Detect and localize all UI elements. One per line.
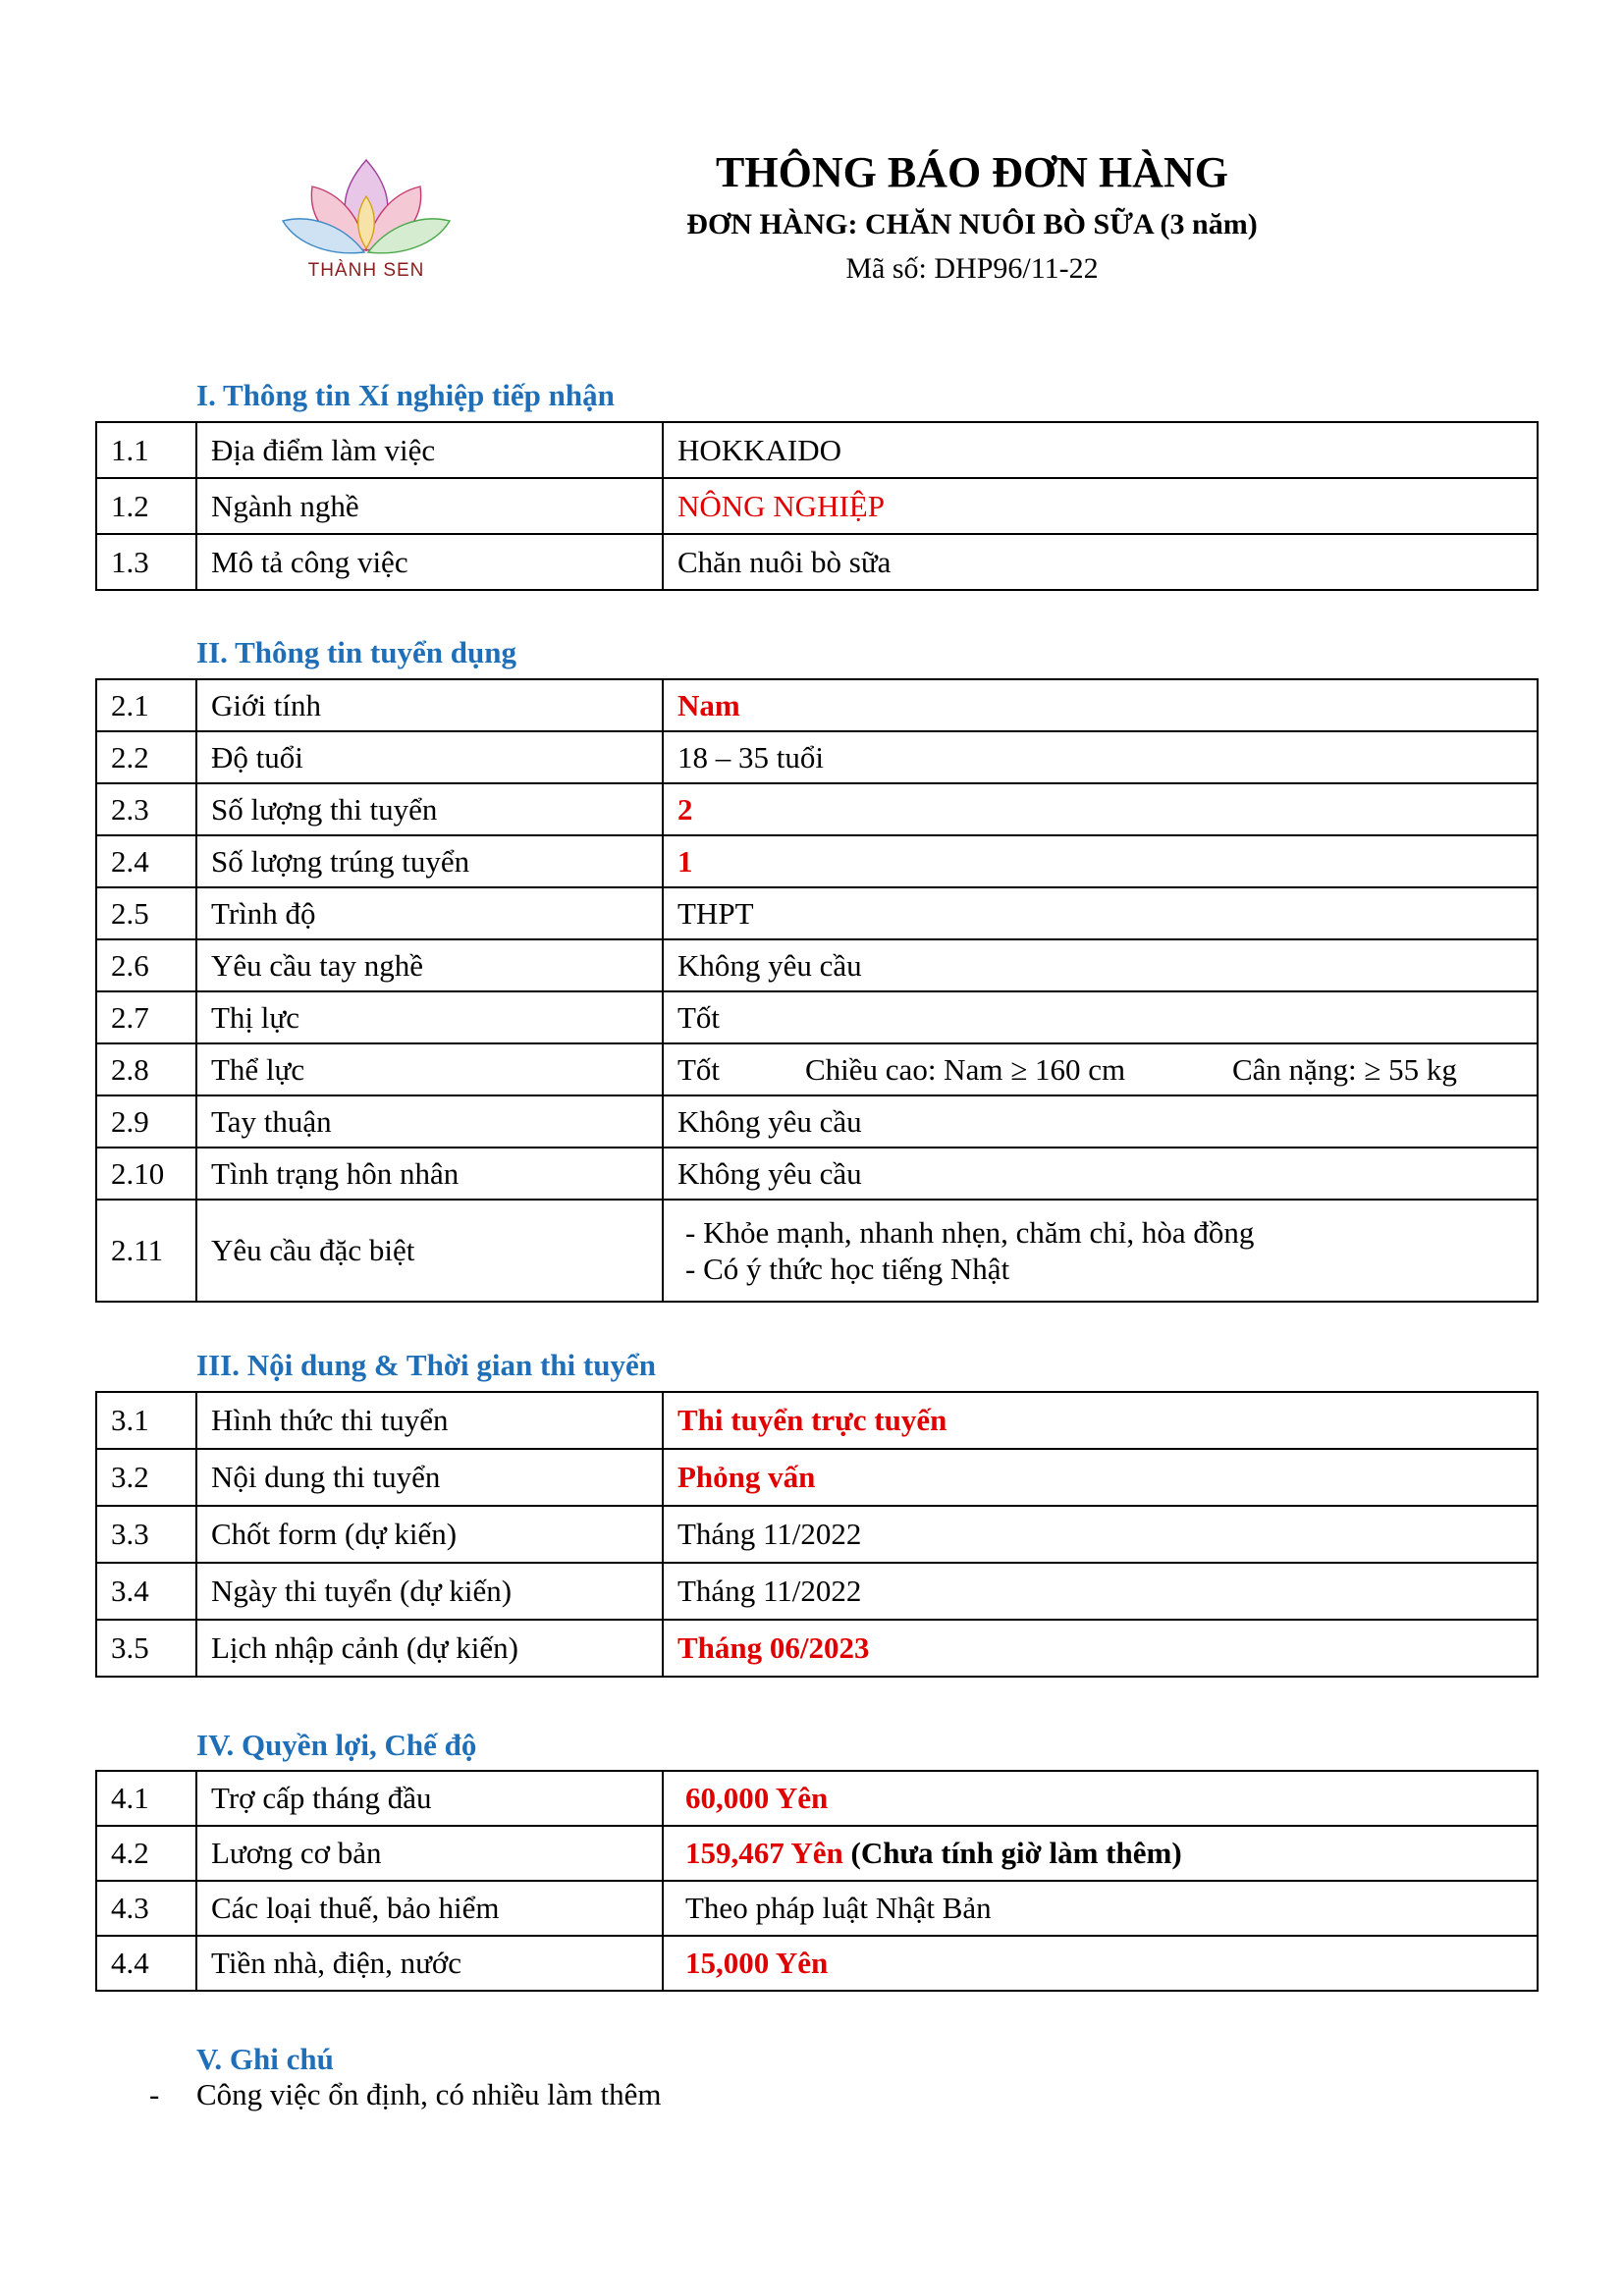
row-number: 3.1 <box>96 1392 196 1449</box>
section-heading-2: II. Thông tin tuyển dụng <box>196 635 516 669</box>
row-value: NÔNG NGHIỆP <box>663 478 1538 534</box>
table-row <box>96 731 1538 783</box>
table-row <box>96 887 1538 939</box>
order-subtitle: ĐƠN HÀNG: CHĂN NUÔI BÒ SỮA (3 năm) <box>686 208 1258 240</box>
lotus-logo-icon <box>278 152 455 260</box>
row-label: Tay thuận <box>196 1095 663 1148</box>
table-row <box>96 783 1538 835</box>
basic-salary: 159,467 Yên <box>685 1836 843 1871</box>
row-value <box>663 1043 1538 1095</box>
table-row <box>96 534 1538 590</box>
row-value: Không yêu cầu <box>663 1148 1538 1200</box>
table-row <box>96 939 1538 991</box>
row-label: Hình thức thi tuyển <box>196 1392 663 1449</box>
table-row <box>96 1881 1538 1936</box>
row-value <box>663 1200 1538 1302</box>
recruitment-info-table <box>95 678 1539 1303</box>
row-number: 3.2 <box>96 1449 196 1506</box>
exam-info-table <box>95 1391 1539 1678</box>
row-value: THPT <box>663 887 1538 939</box>
table-row <box>96 835 1538 887</box>
row-number: 4.3 <box>96 1881 196 1936</box>
row-value: Tháng 11/2022 <box>663 1506 1538 1563</box>
special-requirement-1: - Khỏe mạnh, nhanh nhẹn, chăm chỉ, hòa đồng <box>685 1214 1255 1250</box>
row-number: 2.9 <box>96 1095 196 1148</box>
row-number: 2.1 <box>96 679 196 731</box>
row-number: 2.6 <box>96 939 196 991</box>
row-label: Ngày thi tuyển (dự kiến) <box>196 1563 663 1620</box>
row-label: Trợ cấp tháng đầu <box>196 1771 663 1826</box>
row-label: Tình trạng hôn nhân <box>196 1148 663 1200</box>
row-label: Nội dung thi tuyển <box>196 1449 663 1506</box>
row-value: Phỏng vấn <box>663 1449 1538 1506</box>
row-value: 1 <box>663 835 1538 887</box>
section-heading-3: III. Nội dung & Thời gian thi tuyển <box>196 1348 656 1382</box>
height-requirement: Chiều cao: Nam ≥ 160 cm <box>805 1051 1126 1087</box>
row-number: 2.8 <box>96 1043 196 1095</box>
row-value: Tháng 11/2022 <box>663 1563 1538 1620</box>
row-number: 2.7 <box>96 991 196 1043</box>
row-number: 1.2 <box>96 478 196 534</box>
row-value: Không yêu cầu <box>663 939 1538 991</box>
row-label: Trình độ <box>196 887 663 939</box>
row-number: 2.2 <box>96 731 196 783</box>
table-row <box>96 1200 1538 1302</box>
benefits-table <box>95 1770 1539 1992</box>
note-dash: - <box>149 2077 160 2111</box>
weight-requirement: Cân nặng: ≥ 55 kg <box>1232 1051 1457 1087</box>
row-label: Yêu cầu tay nghề <box>196 939 663 991</box>
row-label: Địa điểm làm việc <box>196 422 663 478</box>
page-title: THÔNG BÁO ĐƠN HÀNG <box>716 148 1228 196</box>
row-number: 3.3 <box>96 1506 196 1563</box>
row-label: Số lượng trúng tuyển <box>196 835 663 887</box>
row-label: Giới tính <box>196 679 663 731</box>
row-value: 2 <box>663 783 1538 835</box>
row-number: 2.10 <box>96 1148 196 1200</box>
note-text: Công việc ổn định, có nhiều làm thêm <box>196 2077 662 2111</box>
table-row <box>96 1826 1538 1881</box>
row-label: Tiền nhà, điện, nước <box>196 1936 663 1991</box>
row-number: 2.4 <box>96 835 196 887</box>
row-number: 1.3 <box>96 534 196 590</box>
table-row <box>96 1095 1538 1148</box>
table-row <box>96 1620 1538 1677</box>
row-number: 2.5 <box>96 887 196 939</box>
row-number: 2.3 <box>96 783 196 835</box>
row-value <box>663 1826 1538 1881</box>
row-value: HOKKAIDO <box>663 422 1538 478</box>
fitness-value: Tốt <box>677 1051 721 1087</box>
table-row <box>96 1936 1538 1991</box>
row-value <box>663 1936 1538 1991</box>
row-number: 4.2 <box>96 1826 196 1881</box>
table-row <box>96 1449 1538 1506</box>
table-row <box>96 1506 1538 1563</box>
row-label: Số lượng thi tuyển <box>196 783 663 835</box>
monthly-allowance: 60,000 Yên <box>685 1781 829 1816</box>
row-value <box>663 1771 1538 1826</box>
row-number: 2.11 <box>96 1200 196 1302</box>
row-value: Tốt <box>663 991 1538 1043</box>
table-row <box>96 422 1538 478</box>
row-label: Thị lực <box>196 991 663 1043</box>
row-value: Nam <box>663 679 1538 731</box>
logo-text: THÀNH SEN <box>307 260 425 281</box>
row-label: Mô tả công việc <box>196 534 663 590</box>
table-row <box>96 1148 1538 1200</box>
row-label: Các loại thuế, bảo hiểm <box>196 1881 663 1936</box>
row-number: 4.4 <box>96 1936 196 1991</box>
table-row <box>96 1563 1538 1620</box>
section-heading-5: V. Ghi chú <box>196 2042 334 2076</box>
row-number: 3.5 <box>96 1620 196 1677</box>
row-label: Ngành nghề <box>196 478 663 534</box>
row-label: Lương cơ bản <box>196 1826 663 1881</box>
special-requirement-2: - Có ý thức học tiếng Nhật <box>685 1252 1010 1286</box>
tax-insurance-value: Theo pháp luật Nhật Bản <box>685 1891 992 1926</box>
row-number: 3.4 <box>96 1563 196 1620</box>
table-row <box>96 1043 1538 1095</box>
section-heading-4: IV. Quyền lợi, Chế độ <box>196 1728 477 1762</box>
table-row <box>96 991 1538 1043</box>
table-row <box>96 1392 1538 1449</box>
company-logo <box>278 152 455 290</box>
table-row <box>96 478 1538 534</box>
row-label: Độ tuổi <box>196 731 663 783</box>
order-code: Mã số: DHP96/11-22 <box>845 252 1099 285</box>
salary-note: (Chưa tính giờ làm thêm) <box>850 1836 1182 1871</box>
section-heading-1: I. Thông tin Xí nghiệp tiếp nhận <box>196 378 615 412</box>
housing-cost: 15,000 Yên <box>685 1946 829 1981</box>
row-value: Không yêu cầu <box>663 1095 1538 1148</box>
row-label: Thể lực <box>196 1043 663 1095</box>
row-value: Chăn nuôi bò sữa <box>663 534 1538 590</box>
row-label: Chốt form (dự kiến) <box>196 1506 663 1563</box>
table-row <box>96 1771 1538 1826</box>
row-value: 18 – 35 tuổi <box>663 731 1538 783</box>
row-label: Lịch nhập cảnh (dự kiến) <box>196 1620 663 1677</box>
row-value: Tháng 06/2023 <box>663 1620 1538 1677</box>
company-info-table <box>95 421 1539 591</box>
row-number: 1.1 <box>96 422 196 478</box>
row-number: 4.1 <box>96 1771 196 1826</box>
table-row <box>96 679 1538 731</box>
row-value: Thi tuyển trực tuyến <box>663 1392 1538 1449</box>
row-label: Yêu cầu đặc biệt <box>196 1200 663 1302</box>
row-value <box>663 1881 1538 1936</box>
